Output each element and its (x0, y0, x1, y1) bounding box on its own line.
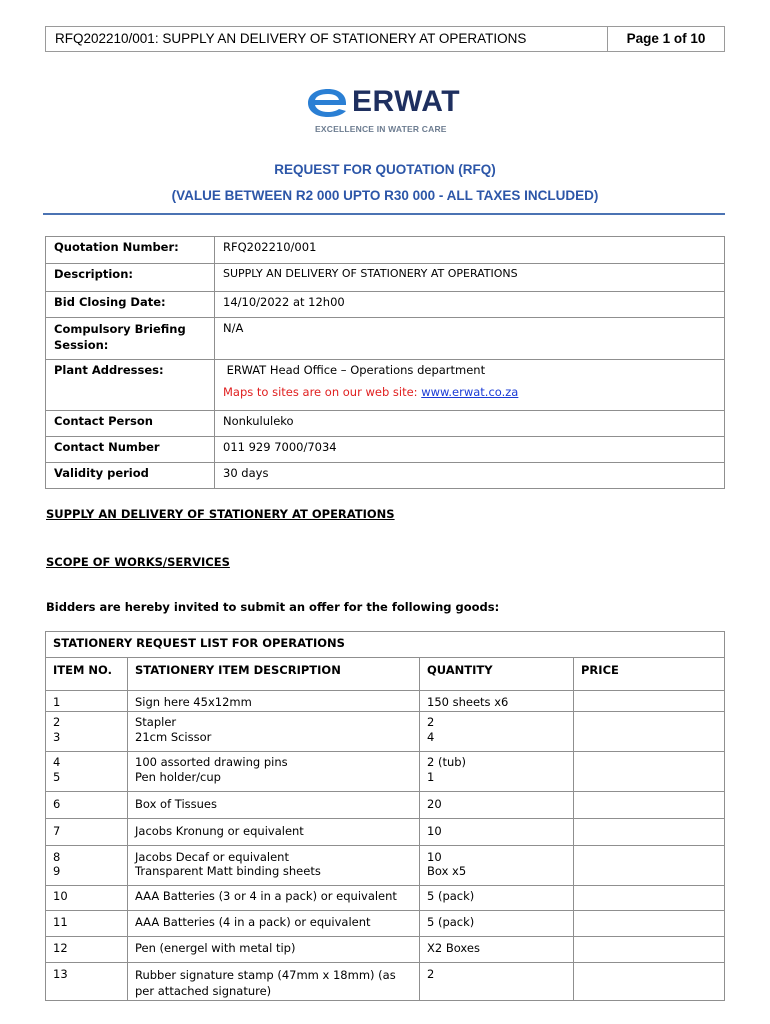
item-no: 9 (46, 864, 128, 885)
stationery-table-title: STATIONERY REQUEST LIST FOR OPERATIONS (46, 632, 725, 658)
table-row (46, 770, 725, 792)
item-no: 2 (46, 712, 128, 730)
table-row (46, 360, 725, 411)
item-no: 1 (46, 691, 128, 712)
item-price (574, 730, 725, 752)
item-price (574, 864, 725, 885)
section-heading: SUPPLY AN DELIVERY OF STATIONERY AT OPERATIONS (46, 507, 395, 521)
item-no: 12 (46, 936, 128, 962)
title-divider (43, 213, 725, 215)
item-no: 13 (46, 962, 128, 1000)
info-value: 011 929 7000/7034 (215, 437, 725, 463)
info-label: Compulsory Briefing Session: (46, 318, 215, 360)
info-label: Quotation Number: (46, 237, 215, 264)
table-row (46, 730, 725, 752)
item-desc: Pen holder/cup (128, 770, 420, 792)
table-row (46, 936, 725, 962)
quotation-info-table (45, 236, 725, 489)
table-row (46, 712, 725, 730)
erwat-logo-icon (306, 88, 350, 118)
document-subtitle: (VALUE BETWEEN R2 000 UPTO R30 000 - ALL TAXES INCLUDED) (171, 188, 599, 203)
col-header-quantity: QUANTITY (420, 658, 574, 691)
item-price (574, 885, 725, 910)
item-qty: 10 (420, 846, 574, 865)
item-qty: 5 (pack) (420, 910, 574, 936)
table-row (46, 463, 725, 489)
table-row (46, 691, 725, 712)
item-price (574, 846, 725, 865)
item-qty: 5 (pack) (420, 885, 574, 910)
item-qty: 2 (tub) (420, 752, 574, 770)
table-row (46, 962, 725, 1000)
table-heading-row (46, 632, 725, 658)
table-row (46, 792, 725, 819)
maps-note (223, 385, 716, 399)
item-desc: Transparent Matt binding sheets (128, 864, 420, 885)
table-row (46, 885, 725, 910)
item-desc: Sign here 45x12mm (128, 691, 420, 712)
item-desc: Jacobs Kronung or equivalent (128, 819, 420, 846)
table-header-row (46, 658, 725, 691)
item-desc: Stapler (128, 712, 420, 730)
item-desc: Box of Tissues (128, 792, 420, 819)
col-header-item-no: ITEM NO. (46, 658, 128, 691)
page-number: Page 1 of 10 (626, 31, 706, 46)
item-qty: 1 (420, 770, 574, 792)
item-qty: 10 (420, 819, 574, 846)
item-desc: 21cm Scissor (128, 730, 420, 752)
info-value (215, 360, 725, 411)
item-qty: 20 (420, 792, 574, 819)
col-header-price: PRICE (574, 658, 725, 691)
item-desc: 100 assorted drawing pins (128, 752, 420, 770)
item-qty: 4 (420, 730, 574, 752)
item-qty: 150 sheets x6 (420, 691, 574, 712)
table-row (46, 846, 725, 865)
info-label: Contact Person (46, 411, 215, 437)
table-row (46, 819, 725, 846)
item-no: 6 (46, 792, 128, 819)
table-row (46, 264, 725, 292)
item-no: 5 (46, 770, 128, 792)
info-label: Bid Closing Date: (46, 292, 215, 318)
item-no: 4 (46, 752, 128, 770)
col-header-description: STATIONERY ITEM DESCRIPTION (128, 658, 420, 691)
info-value: 14/10/2022 at 12h00 (215, 292, 725, 318)
item-no: 10 (46, 885, 128, 910)
item-desc: Rubber signature stamp (47mm x 18mm) (as per attached signature) (128, 962, 420, 1000)
item-no: 3 (46, 730, 128, 752)
item-desc: Jacobs Decaf or equivalent (128, 846, 420, 865)
item-price (574, 936, 725, 962)
info-value: N/A (215, 318, 725, 360)
document-title: REQUEST FOR QUOTATION (RFQ) (274, 162, 496, 177)
item-price (574, 819, 725, 846)
header-title: RFQ202210/001: SUPPLY AN DELIVERY OF STATIONERY AT OPERATIONS (46, 27, 608, 51)
info-value: SUPPLY AN DELIVERY OF STATIONERY AT OPERATIONS (215, 264, 725, 292)
item-qty: Box x5 (420, 864, 574, 885)
page-header (45, 26, 725, 52)
intro-text: Bidders are hereby invited to submit an offer for the following goods: (46, 600, 500, 614)
info-value: RFQ202210/001 (215, 237, 725, 264)
item-price (574, 691, 725, 712)
stationery-table (45, 631, 725, 1001)
item-price (574, 770, 725, 792)
item-no: 8 (46, 846, 128, 865)
item-desc: AAA Batteries (3 or 4 in a pack) or equivalent (128, 885, 420, 910)
table-row (46, 411, 725, 437)
item-price (574, 910, 725, 936)
table-row (46, 910, 725, 936)
website-link[interactable]: www.erwat.co.za (421, 385, 519, 399)
logo-tagline: EXCELLENCE IN WATER CARE (315, 124, 447, 134)
info-label: Description: (46, 264, 215, 292)
item-price (574, 752, 725, 770)
item-price (574, 792, 725, 819)
item-no: 7 (46, 819, 128, 846)
maps-text: Maps to sites are on our web site: (223, 385, 422, 399)
erwat-logo (306, 86, 466, 136)
scope-heading: SCOPE OF WORKS/SERVICES (46, 555, 230, 569)
table-row (46, 864, 725, 885)
item-qty: 2 (420, 962, 574, 1000)
info-label: Validity period (46, 463, 215, 489)
item-desc: AAA Batteries (4 in a pack) or equivalent (128, 910, 420, 936)
item-qty: 2 (420, 712, 574, 730)
table-row (46, 437, 725, 463)
plant-address: ERWAT Head Office – Operations department (223, 363, 486, 377)
item-qty: X2 Boxes (420, 936, 574, 962)
info-value: 30 days (215, 463, 725, 489)
table-row (46, 318, 725, 360)
info-label: Contact Number (46, 437, 215, 463)
table-row (46, 237, 725, 264)
item-no: 11 (46, 910, 128, 936)
item-price (574, 962, 725, 1000)
info-label: Plant Addresses: (46, 360, 215, 411)
info-value: Nonkululeko (215, 411, 725, 437)
logo-wordmark: ERWAT (352, 85, 461, 118)
item-desc: Pen (energel with metal tip) (128, 936, 420, 962)
table-row (46, 752, 725, 770)
item-price (574, 712, 725, 730)
table-row (46, 292, 725, 318)
